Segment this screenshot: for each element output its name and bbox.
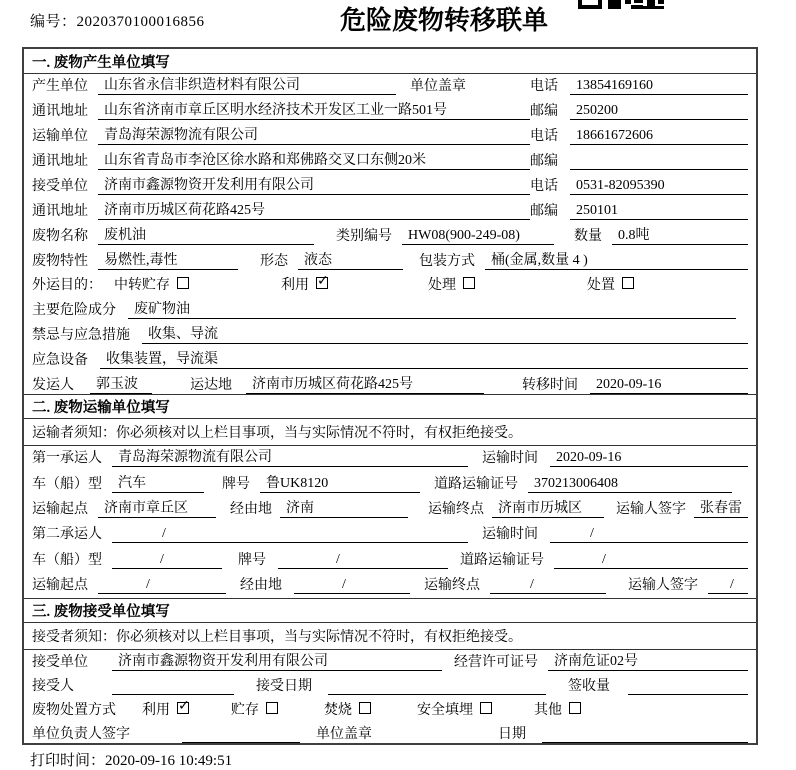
end1-value: 济南市历城区 <box>492 497 604 518</box>
utilize-checkbox <box>177 702 189 714</box>
plate2-value: / <box>278 552 448 569</box>
end2-value: / <box>490 577 606 594</box>
producer-value: 山东省永信非织造材料有限公司 <box>98 74 396 95</box>
zip1-value: 250200 <box>570 103 748 120</box>
row-transporter <box>24 124 756 149</box>
disposal-option-utilize <box>142 699 189 719</box>
shipper-value: 郭玉波 <box>90 373 152 394</box>
store-checkbox <box>266 702 278 714</box>
received-qty-value <box>628 678 748 695</box>
purpose-option-label: 中转贮存 <box>114 278 170 293</box>
row-equipment <box>24 348 756 373</box>
transfer-storage-checkbox <box>177 277 189 289</box>
waste-transfer-form <box>22 47 758 745</box>
row-carrier1 <box>24 446 756 471</box>
utilize-checkbox <box>316 277 328 289</box>
phone1-value: 13854169160 <box>570 78 748 95</box>
destination-value: 济南市历城区荷花路425号 <box>246 373 484 394</box>
accept-date-label: 接受日期 <box>256 679 312 694</box>
receiver-value: 济南市鑫源物资开发利用有限公司 <box>98 174 530 195</box>
category-label: 类别编号 <box>336 229 392 244</box>
disposal-option-other <box>534 699 581 719</box>
landfill-checkbox <box>480 702 492 714</box>
license1-value: 370213006408 <box>528 476 732 493</box>
permit-value: 济南危证02号 <box>548 650 748 671</box>
emergency-label: 禁忌与应急措施 <box>32 328 130 343</box>
category-value: HW08(900-249-08) <box>402 228 554 245</box>
address3-label: 通讯地址 <box>32 204 88 219</box>
unit-seal-label: 单位盖章 <box>410 79 466 94</box>
license1-label: 道路运输证号 <box>434 476 518 492</box>
plate1-value: 鲁UK8120 <box>260 472 420 493</box>
row-vehicle2 <box>24 547 756 572</box>
address1-label: 通讯地址 <box>32 104 88 119</box>
acceptor-label: 接受人 <box>32 679 74 694</box>
quantity-value: 0.8吨 <box>612 224 748 245</box>
treat-checkbox <box>463 277 475 289</box>
doc-number-value: 2020370100016856 <box>76 14 205 30</box>
hazard-label: 主要危险成分 <box>32 303 116 318</box>
plate2-label: 牌号 <box>238 552 266 568</box>
row-producer-address <box>24 99 756 124</box>
sign2-value: / <box>708 577 748 594</box>
zip1-label: 邮编 <box>530 104 558 119</box>
plate1-label: 牌号 <box>222 476 250 492</box>
address1-value: 山东省济南市章丘区明水经济技术开发区工业一路501号 <box>98 99 530 120</box>
purpose-option-treat <box>428 274 475 294</box>
disposal-option-landfill <box>417 699 492 719</box>
date-label: 日期 <box>498 727 526 742</box>
disposal-option-label: 焚烧 <box>324 703 352 718</box>
vehicle2-label: 车（船）型 <box>32 552 102 568</box>
row-receiver-address <box>24 199 756 224</box>
manager-sign-value <box>182 726 300 743</box>
doc-number-label: 编号： <box>30 14 77 30</box>
incinerate-checkbox <box>359 702 371 714</box>
end1-label: 运输终点 <box>428 501 484 517</box>
via2-value: / <box>294 577 410 594</box>
origin1-value: 济南市章丘区 <box>98 497 216 518</box>
accept-unit-value: 济南市鑫源物资开发利用有限公司 <box>112 650 442 671</box>
transporter-label: 运输单位 <box>32 129 88 144</box>
vehicle1-value: 汽车 <box>112 472 204 493</box>
purpose-option-transfer-storage <box>114 274 189 294</box>
row-emergency <box>24 323 756 348</box>
disposal-option-label: 其他 <box>534 703 562 718</box>
section3-notice: 接受者须知：你必须核对以上栏目事项，当与实际情况不符时，有权拒绝接受。 <box>24 623 756 650</box>
time2-value: / <box>550 526 748 543</box>
disposal-option-label: 利用 <box>142 703 170 718</box>
traits-label: 废物特性 <box>32 254 88 269</box>
transfer-time-label: 转移时间 <box>522 378 578 393</box>
license2-label: 道路运输证号 <box>460 552 544 568</box>
row-disposal <box>24 699 756 723</box>
disposal-option-label: 贮存 <box>231 703 259 718</box>
phone3-value: 0531-82095390 <box>570 178 748 195</box>
received-qty-label: 签收量 <box>568 679 610 694</box>
row-producer <box>24 74 756 99</box>
form-value: 液态 <box>298 249 403 270</box>
phone2-value: 18661672606 <box>570 128 748 145</box>
via1-value: 济南 <box>280 497 408 518</box>
sign1-label: 运输人签字 <box>616 501 686 517</box>
waste-name-label: 废物名称 <box>32 229 88 244</box>
zip3-label: 邮编 <box>530 204 558 219</box>
accept-unit-label: 接受单位 <box>32 655 88 670</box>
carrier2-value: / <box>112 526 468 543</box>
packing-value: 桶(金属,数量 4 ) <box>485 249 748 270</box>
disposal-option-store <box>231 699 278 719</box>
quantity-label: 数量 <box>574 229 602 244</box>
transporter-value: 青岛海荣源物流有限公司 <box>98 124 530 145</box>
disposal-option-label: 安全填埋 <box>417 703 473 718</box>
address2-value: 山东省青岛市李沧区徐水路和郑佛路交叉口东侧20米 <box>98 149 530 170</box>
form-label: 形态 <box>260 254 288 269</box>
via1-label: 经由地 <box>230 501 272 517</box>
packing-label: 包装方式 <box>419 254 475 269</box>
origin2-label: 运输起点 <box>32 577 88 593</box>
zip3-value: 250101 <box>570 203 748 220</box>
purpose-option-label: 处理 <box>428 278 456 293</box>
section2-body <box>24 446 756 598</box>
license2-value: / <box>554 552 748 569</box>
origin2-value: / <box>98 577 226 594</box>
section3-header: 三. 废物接受单位填写 <box>24 598 756 623</box>
time1-value: 2020-09-16 <box>550 450 748 467</box>
row-transporter-address <box>24 149 756 174</box>
section2-header: 二. 废物运输单位填写 <box>24 394 756 419</box>
row-carrier2 <box>24 522 756 547</box>
end2-label: 运输终点 <box>424 577 480 593</box>
via2-label: 经由地 <box>240 577 282 593</box>
unit-seal-label: 单位盖章 <box>316 727 372 742</box>
phone1-label: 电话 <box>530 79 558 94</box>
row-acceptor <box>24 675 756 699</box>
row-vehicle1 <box>24 471 756 496</box>
purpose-option-label: 利用 <box>281 278 309 293</box>
purpose-option-label: 处置 <box>587 278 615 293</box>
permit-label: 经营许可证号 <box>454 655 538 670</box>
zip2-label: 邮编 <box>530 154 558 169</box>
address2-label: 通讯地址 <box>32 154 88 169</box>
address3-value: 济南市历城区荷花路425号 <box>98 199 530 220</box>
row-waste-name <box>24 224 756 249</box>
section1-header: 一. 废物产生单位填写 <box>24 49 756 74</box>
time1-label: 运输时间 <box>482 451 538 467</box>
row-route2 <box>24 573 756 598</box>
emergency-value: 收集、导流 <box>142 323 748 344</box>
origin1-label: 运输起点 <box>32 501 88 517</box>
row-accept-unit <box>24 650 756 675</box>
dispose-checkbox <box>622 277 634 289</box>
vehicle2-value: / <box>112 552 222 569</box>
carrier1-label: 第一承运人 <box>32 451 102 467</box>
producer-label: 产生单位 <box>32 79 88 94</box>
qr-code-fragment <box>578 0 664 9</box>
row-manager-sign <box>24 723 756 747</box>
traits-value: 易燃性,毒性 <box>98 249 238 270</box>
row-route1 <box>24 497 756 522</box>
time2-label: 运输时间 <box>482 527 538 543</box>
purpose-option-utilize <box>281 274 328 294</box>
carrier1-value: 青岛海荣源物流有限公司 <box>112 446 468 467</box>
manager-sign-label: 单位负责人签字 <box>32 727 130 742</box>
other-checkbox <box>569 702 581 714</box>
print-time <box>30 749 232 770</box>
equipment-label: 应急设备 <box>32 353 88 368</box>
carrier2-label: 第二承运人 <box>32 527 102 543</box>
document-header <box>0 0 796 47</box>
transfer-time-value: 2020-09-16 <box>590 377 748 394</box>
phone2-label: 电话 <box>530 129 558 144</box>
purpose-label: 外运目的： <box>32 278 102 293</box>
row-hazard <box>24 298 756 323</box>
print-time-value: 2020-09-16 10:49:51 <box>105 753 233 769</box>
accept-date-value <box>328 678 546 695</box>
print-time-label: 打印时间： <box>30 753 106 769</box>
phone3-label: 电话 <box>530 179 558 194</box>
date-value <box>542 726 748 743</box>
vehicle1-label: 车（船）型 <box>32 476 102 492</box>
receiver-label: 接受单位 <box>32 179 88 194</box>
zip2-value <box>570 153 748 170</box>
row-purpose <box>24 274 756 298</box>
acceptor-value <box>112 678 234 695</box>
waste-name-value: 废机油 <box>98 224 314 245</box>
shipper-label: 发运人 <box>32 378 74 393</box>
section1-body <box>24 74 756 394</box>
sign1-value: 张春雷 <box>694 497 748 518</box>
disposal-label: 废物处置方式 <box>32 703 116 718</box>
row-waste-traits <box>24 249 756 274</box>
section2-notice: 运输者须知：你必须核对以上栏目事项，当与实际情况不符时，有权拒绝接受。 <box>24 419 756 446</box>
page-title: 危险废物转移联单 <box>339 6 549 35</box>
doc-number <box>30 10 205 31</box>
hazard-value: 废矿物油 <box>128 298 736 319</box>
destination-label: 运达地 <box>190 378 232 393</box>
equipment-value: 收集装置，导流渠 <box>100 348 748 369</box>
disposal-option-incinerate <box>324 699 371 719</box>
section3-body <box>24 650 756 747</box>
sign2-label: 运输人签字 <box>628 577 698 593</box>
row-receiver <box>24 174 756 199</box>
purpose-option-dispose <box>587 274 634 294</box>
